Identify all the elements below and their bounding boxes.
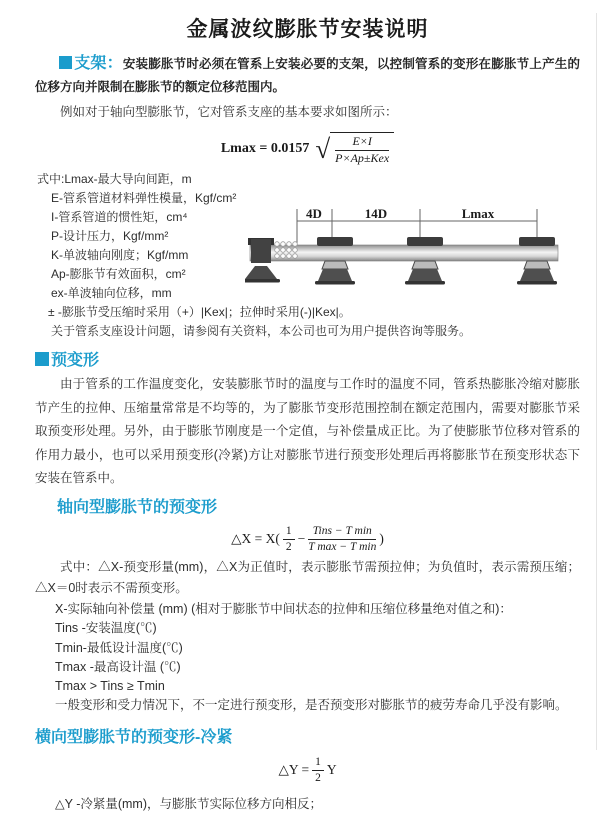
definition-line: 式中:Lmax-最大导向间距，m (37, 172, 192, 186)
axial-predeform-formula (35, 525, 580, 554)
lateral-formula-prefix: △Y = (278, 761, 310, 777)
definition-line: ± -膨胀节受压缩时采用（+）|Kex|；拉伸时采用(-)|Kex|。 (48, 305, 351, 319)
axial-formula-explanation: 式中：△X-预变形量(mm)，△X为正值时，表示膨胀节需预拉伸；为负值时，表示需预压缩；△X＝0时表示不需预变形。 (35, 559, 580, 595)
definition-line: E-管系管道材料弹性模量，Kgf/cm² (51, 191, 237, 205)
fraction-denominator: 2 (285, 540, 292, 553)
variable-line: 一般变形和受力情况下，不一定进行预变形，是否预变形对膨胀节的疲劳寿命几乎没有影响。 (55, 698, 568, 713)
definition-line: Ap-膨胀节有效面积，cm² (51, 267, 186, 281)
page-title: 金属波纹膨胀节安装说明 (186, 18, 429, 41)
support-intro-text: 安装膨胀节时必须在管系上安装必要的支架，以控制管系的变形在膨胀节上产生的位移方向并限制在膨胀节的额定位移范围内。 (35, 57, 580, 94)
support-section-heading (59, 55, 123, 72)
support-heading-label: 支架： (74, 55, 123, 72)
temperature-fraction (308, 525, 376, 554)
page-edge-line (596, 13, 597, 750)
axial-variables-list (35, 600, 580, 716)
variable-line: Tmin-最低设计温度(℃) (55, 640, 183, 655)
lmax-formula-fraction (330, 132, 394, 166)
radical-sign: √ (315, 134, 331, 165)
fraction-numerator: 1 (312, 756, 324, 771)
definition-line: 关于管系支座设计问题，请参阅有关资料，本公司也可为用户提供咨询等服务。 (51, 324, 472, 338)
section-bullet-icon (35, 352, 49, 366)
dimension-label-14d: 14D (364, 206, 388, 221)
definition-line: K-单波轴向刚度；Kgf/mm (51, 248, 189, 262)
definition-line: P-设计压力，Kgf/mm² (51, 229, 169, 243)
support-paragraph (35, 52, 580, 99)
support-example-text: 例如对于轴向型膨胀节，它对管系支座的基本要求如图所示： (60, 105, 398, 119)
definition-line: I-管系管道的惯性矩，cm⁴ (51, 210, 188, 224)
lateral-formula-suffix: Y (326, 761, 337, 777)
one-half-fraction (312, 756, 324, 785)
one-half-fraction (283, 525, 295, 554)
axial-formula-prefix: △X = X( (231, 530, 280, 546)
variable-line: Tmax > Tins ≥ Tmin (55, 679, 165, 694)
lmax-formula-denominator: P×Ap±Kex (335, 151, 390, 165)
pipe (250, 245, 558, 261)
lateral-section-heading: 横向型膨胀节的预变形-冷紧 (35, 728, 233, 746)
variable-line: X-实际轴向补偿量 (mm) (相对于膨胀节中间状态的拉伸和压缩位移量绝对值之和)： (55, 601, 512, 616)
predeform-heading-label: 预变形 (51, 352, 100, 369)
dimension-label-4d: 4D (306, 206, 322, 221)
definition-line: ex-单波轴向位移，mm (51, 286, 172, 300)
variable-line: Tmax -最高设计温 (℃) (55, 659, 181, 674)
dimension-label-lmax: Lmax (461, 206, 495, 221)
lmax-formula-lhs: Lmax = 0.0157 (220, 141, 310, 157)
fraction-numerator: 1 (283, 525, 295, 540)
predeform-paragraph: 由于管系的工作温度变化，安装膨胀节时的温度与工作时的温度不同，管系热膨胀冷缩对膨胀节产生的拉伸、压缩量常常是不均等的，为了膨胀节变形范围控制在额定范围内，需要对膨胀节采取预变形处理。另外，由于膨胀节刚度是一个定值，与补偿量成正比。为了使膨胀节位移对管系的作用力最小，也可以采用预变形(冷紧)方让对膨胀节进行预变形处理后再将膨胀节在预变形状态下安装在管系中。 (35, 377, 580, 485)
fraction-numerator: Tins − T min (308, 525, 376, 540)
lateral-formula-note: △Y -冷紧量(mm)，与膨胀节实际位移方向相反； (55, 797, 323, 812)
lmax-formula-numerator: E×I (335, 134, 389, 151)
fraction-denominator: T max − T min (308, 540, 377, 553)
pipe-support-diagram (245, 206, 575, 290)
variable-line: Tins -安装温度(℃) (55, 621, 157, 636)
axial-formula-operator: − (297, 530, 306, 546)
section-bullet-icon (59, 56, 72, 69)
lmax-formula (35, 132, 580, 166)
document-page (0, 13, 600, 814)
axial-subsection-heading: 轴向型膨胀节的预变形 (57, 498, 218, 516)
axial-formula-suffix: ) (379, 530, 384, 546)
fraction-denominator: 2 (315, 771, 321, 784)
predeform-section-heading (35, 347, 580, 370)
lateral-coldpull-formula (35, 756, 580, 785)
